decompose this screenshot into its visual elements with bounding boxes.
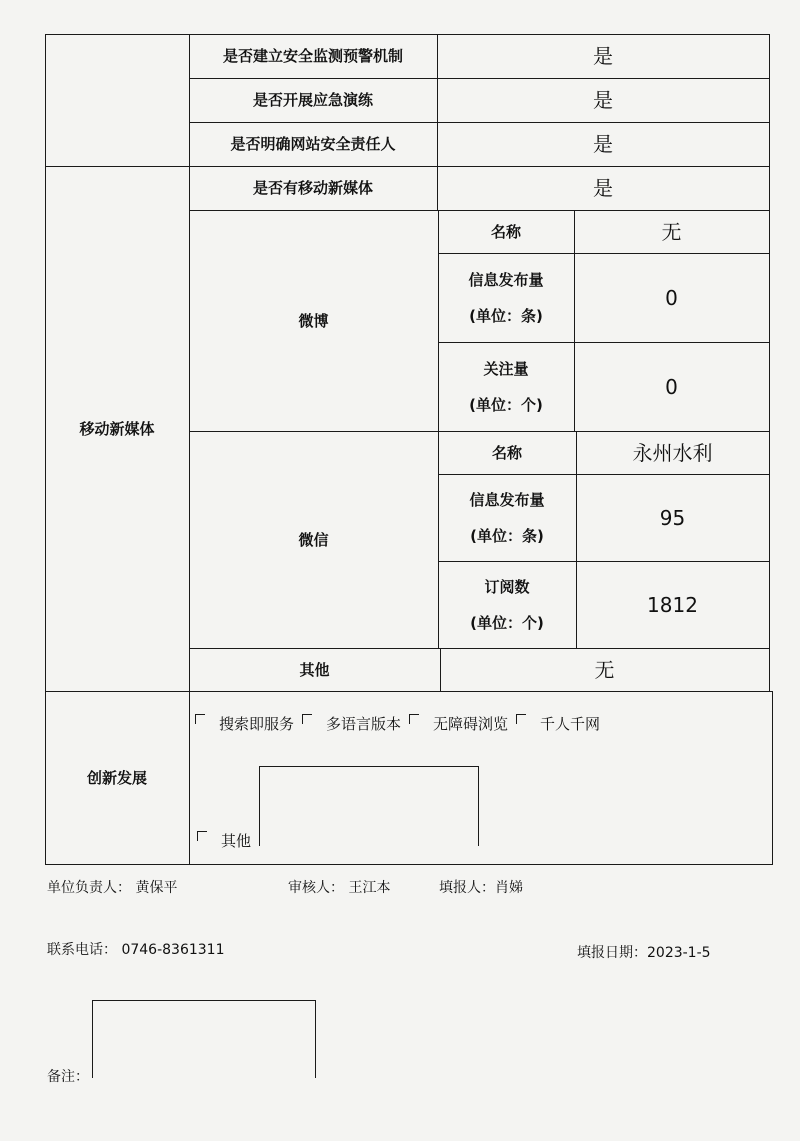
weibo-followers-label-line2: (单位：个) — [469, 395, 543, 414]
responsible-label: 是否明确网站安全责任人 — [230, 135, 396, 153]
wechat-posts-value: 95 — [659, 505, 686, 530]
checkbox-other[interactable] — [197, 831, 207, 841]
monitoring-label: 是否建立安全监测预警机制 — [222, 47, 403, 65]
wechat-subs-label-line2: (单位：个) — [470, 613, 544, 632]
drill-value: 是 — [593, 88, 613, 112]
innovation-other-input[interactable] — [259, 766, 479, 846]
remark-input[interactable] — [92, 1000, 316, 1078]
innovation-other-label: 其他 — [221, 832, 252, 850]
wechat-name-label: 名称 — [491, 443, 522, 462]
option-search-service: 搜索即服务 — [219, 715, 295, 733]
weibo-label: 微博 — [298, 311, 329, 330]
innovation-options — [195, 713, 608, 734]
weibo-posts-label-line2: (单位：条) — [469, 306, 543, 325]
wechat-label: 微信 — [298, 530, 329, 549]
weibo-followers-value: 0 — [665, 374, 678, 399]
drill-label: 是否开展应急演练 — [252, 91, 373, 109]
innovation-section-label: 创新发展 — [86, 768, 147, 787]
checkbox-accessibility[interactable] — [409, 714, 419, 724]
wechat-subs-label-line1: 订阅数 — [484, 577, 530, 596]
contact-phone: 联系电话： 0746-8361311 — [47, 942, 225, 958]
option-personalized: 千人千网 — [540, 715, 601, 733]
weibo-name-value: 无 — [661, 219, 682, 244]
table-line — [769, 34, 770, 691]
has-mobile-media-value: 是 — [593, 176, 613, 200]
has-mobile-media-label: 是否有移动新媒体 — [252, 179, 373, 197]
option-accessibility: 无障碍浏览 — [433, 715, 509, 733]
wechat-subs-label — [438, 561, 576, 648]
reviewer: 审核人： 王江本 — [288, 880, 391, 896]
wechat-posts-label-line2: (单位：条) — [470, 526, 544, 545]
responsible-person: 单位负责人： 黄保平 — [47, 880, 178, 896]
checkbox-search-service[interactable] — [195, 714, 205, 724]
option-multilingual: 多语言版本 — [326, 715, 402, 733]
wechat-posts-label — [438, 474, 576, 561]
wechat-posts-label-line1: 信息发布量 — [469, 490, 545, 509]
wechat-subs-value: 1812 — [647, 592, 698, 617]
weibo-followers-label — [438, 342, 574, 431]
checkbox-multilingual[interactable] — [302, 714, 312, 724]
responsible-value: 是 — [593, 132, 613, 156]
weibo-posts-label-line1: 信息发布量 — [468, 270, 544, 289]
monitoring-value: 是 — [593, 44, 613, 68]
table-line — [45, 864, 773, 865]
table-line — [772, 691, 773, 864]
checkbox-personalized[interactable] — [516, 714, 526, 724]
mobile-media-section-label: 移动新媒体 — [79, 419, 155, 438]
other-media-value: 无 — [594, 657, 615, 682]
innovation-other-row — [197, 830, 251, 851]
wechat-name-value: 永州水利 — [632, 440, 713, 465]
other-media-label: 其他 — [299, 660, 330, 679]
filler: 填报人：肖娣 — [439, 880, 523, 896]
remark-label: 备注： — [47, 1069, 89, 1085]
weibo-name-label: 名称 — [490, 222, 521, 241]
weibo-posts-label — [438, 253, 574, 342]
weibo-posts-value: 0 — [665, 285, 678, 310]
weibo-followers-label-line1: 关注量 — [483, 359, 529, 378]
fill-date: 填报日期：2023-1-5 — [577, 945, 711, 961]
